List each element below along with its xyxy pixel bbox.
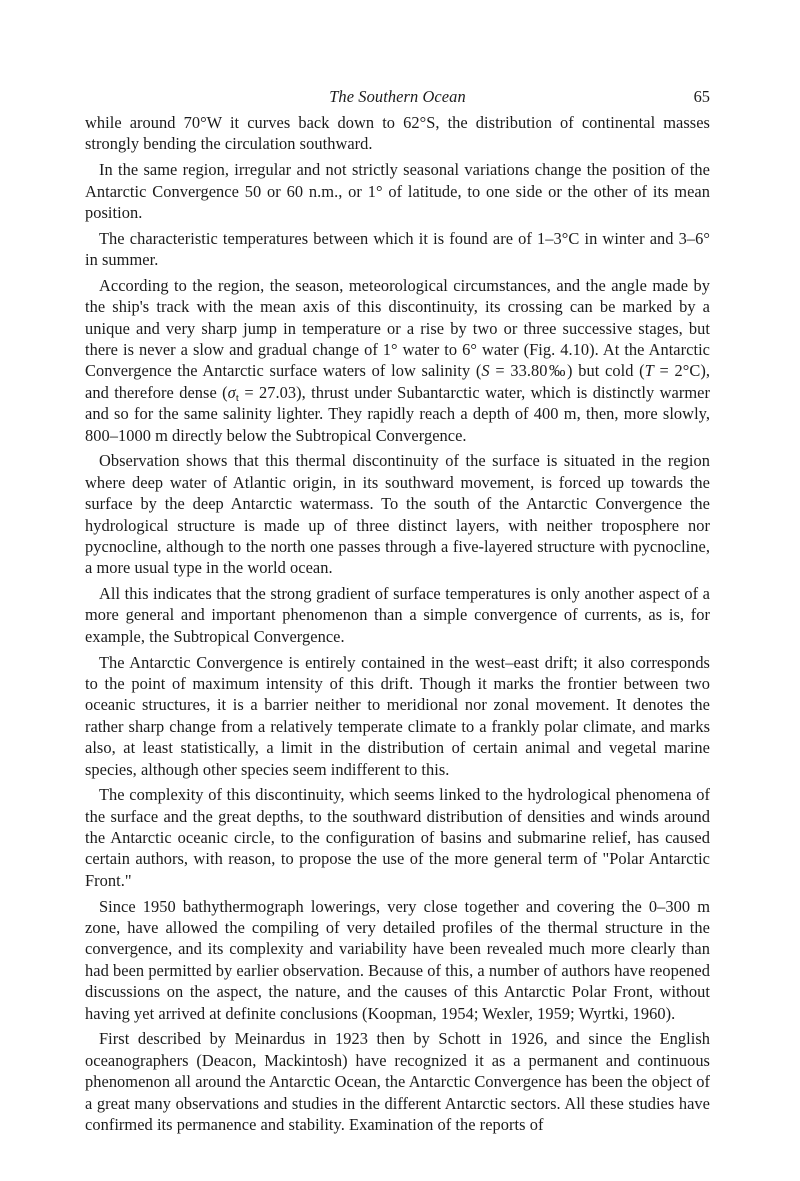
running-head [85, 86, 710, 108]
paragraph-gradient: All this indicates that the strong gradient of surface temperatures is only another aspect of a more general and important phenomenon than a simple convergence of currents, as is, for example, the Subtropical Convergence. [85, 584, 710, 646]
sigma-subscript: t [235, 391, 239, 404]
sigma-symbol: σ [227, 382, 236, 402]
page [85, 86, 710, 1140]
text-run: = 27.03), thrust under Subantarctic water, which is distinctly warmer and so for the same salinity lighter. They rapidly reach a depth of 400 m, then, more slowly, 800–1000 m directly below the Subtropical Convergence. [85, 382, 710, 445]
paragraph-observation: Observation shows that this thermal discontinuity of the surface is situated in the region where deep water of Atlantic origin, in its southward movement, is forced up towards the surface by the deep Antarctic watermass. To the south of the Antarctic Convergence the hydrological structure is made up of three distinct layers, with neither troposphere nor pycnocline, although to the north one passes through a five-layered structure with pycnocline, a more usual type in the world ocean. [85, 451, 710, 578]
paragraph-west-east-drift: The Antarctic Convergence is entirely contained in the west–east drift; it also corresponds to the point of maximum intensity of this drift. Though it marks the frontier between two oceanic structures, it is a barrier neither to meridional nor zonal movement. It denotes the rather sharp change from a relatively temperate climate to a frankly polar climate, and marks also, at least statistically, a limit in the distribution of certain animal and vegetal marine species, although other species seem indifferent to this. [85, 652, 710, 779]
text-run: = 33.80‰) but cold ( [489, 361, 645, 381]
running-title: The Southern Ocean [329, 87, 466, 106]
text-run: According to the region, the season, meteorological circumstances, and the angle made by the ship's track with the mean axis of this discontinuity, its crossing can be marked by a unique and very sharp jump in temperature or a rise by two or three successive stages, but there is never a slow and gradual change of 1° water to 6° water (Fig. 4.10). At the Antarctic Convergence the Antarctic surface waters of low salinity ( [85, 275, 710, 381]
paragraph-continuation: while around 70°W it curves back down to 62°S, the distribution of continental masses strongly bending the circulation southward. [85, 113, 710, 154]
paragraph-characteristic-temperatures: The characteristic temperatures between which it is found are of 1–3°C in winter and 3–6° in summer. [85, 228, 710, 270]
paragraph-first-described: First described by Meinardus in 1923 then by Schott in 1926, and since the English oceanographers (Deacon, Mackintosh) have recognized it as a permanent and continuous phenomenon all around the Antarctic Ocean, the Antarctic Convergence has been the object of a great many observations and studies in the different Antarctic sectors. All these studies have confirmed its permanence and stability. Examination of the reports of [85, 1029, 710, 1134]
temperature-symbol: T [644, 361, 654, 381]
paragraph-crossing-discontinuity [85, 275, 710, 446]
paragraph-bathythermograph: Since 1950 bathythermograph lowerings, very close together and covering the 0–300 m zone, have allowed the compiling of very detailed profiles of the thermal structure in the convergence, and its complexity and variability have been revealed much more clearly than had been permitted by earlier observation. Because of this, a number of authors have reopened discussions on the aspect, the nature, and the causes of this Antarctic Polar Front, without having yet arrived at definite conclusions (Koopman, 1954; Wexler, 1959; Wyrtki, 1960). [85, 896, 710, 1023]
page-number: 65 [693, 87, 710, 106]
paragraph-position-variation: In the same region, irregular and not strictly seasonal variations change the position of the Antarctic Convergence 50 or 60 n.m., or 1° of latitude, to one side or the other of its mean position. [85, 160, 710, 222]
salinity-symbol: S [481, 361, 490, 381]
paragraph-complexity: The complexity of this discontinuity, which seems linked to the hydrological phenomena of the surface and the great depths, to the southward distribution of densities and winds around the Antarctic oceanic circle, to the configuration of basins and submarine relief, has caused certain authors, with reason, to propose the use of the more general term of "Polar Antarctic Front." [85, 785, 710, 890]
text-run: = 2°C), and therefore dense ( [85, 361, 711, 402]
